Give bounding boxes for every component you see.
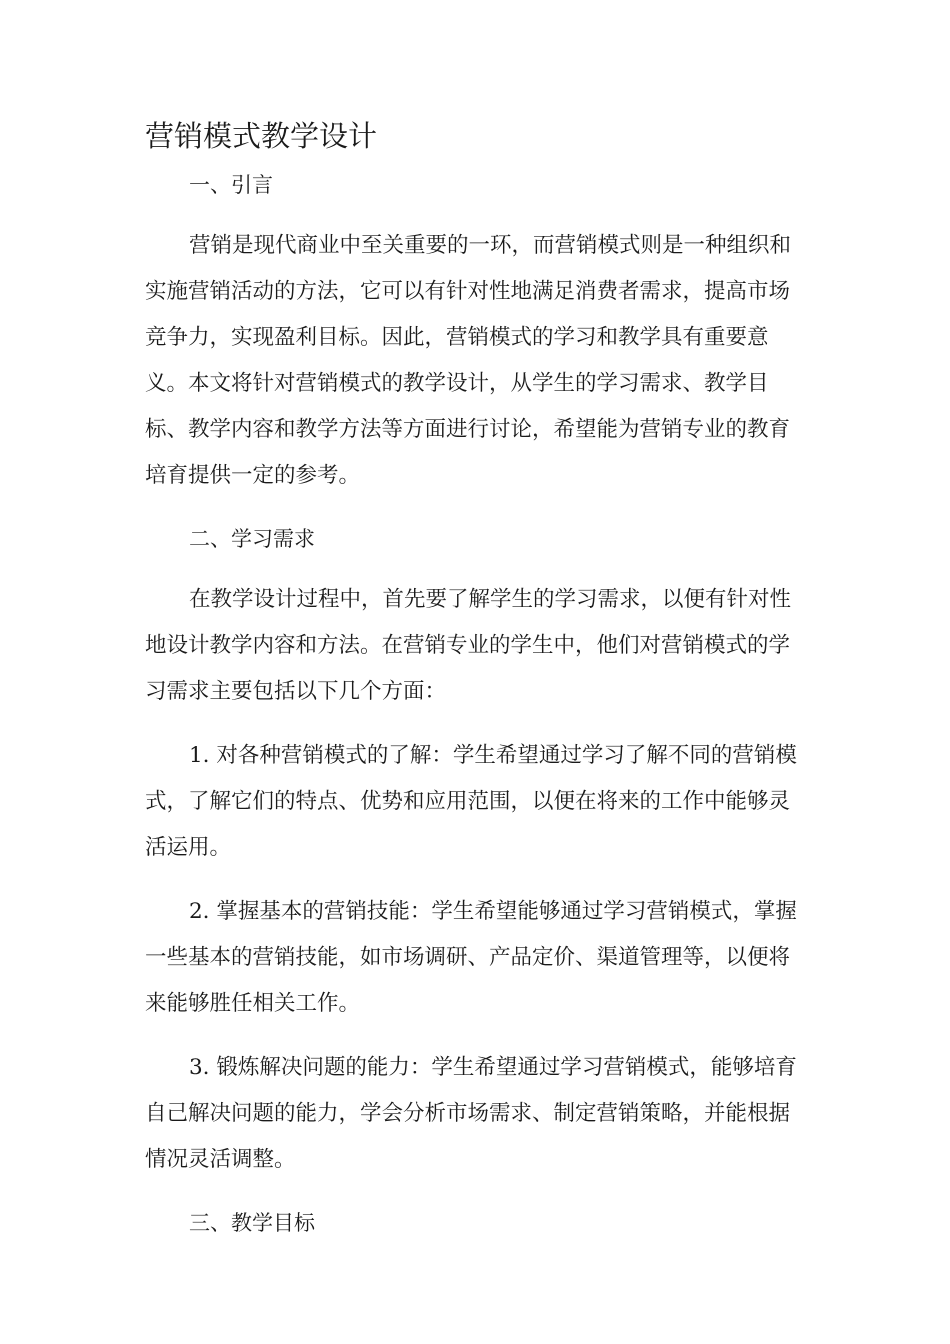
section-heading-teaching-goals: 三、教学目标 bbox=[189, 1211, 315, 1235]
section-heading-learning-needs: 二、学习需求 bbox=[189, 527, 315, 551]
document-body bbox=[145, 163, 805, 1245]
learning-needs-intro-paragraph: 在教学设计过程中，首先要了解学生的学习需求，以便有针对性地设计教学内容和方法。在营销专业的学生中，他们对营销模式的学习需求主要包括以下几个方面： bbox=[145, 587, 792, 704]
learning-needs-item: 2. 掌握基本的营销技能：学生希望能够通过学习营销模式，掌握一些基本的营销技能，如市场调研、产品定价、渠道管理等，以便将来能够胜任相关工作。 bbox=[145, 899, 797, 1016]
introduction-paragraph: 营销是现代商业中至关重要的一环，而营销模式则是一种组织和实施营销活动的方法，它可以有针对性地满足消费者需求，提高市场竞争力，实现盈利目标。因此，营销模式的学习和教学具有重要意义。本文将针对营销模式的教学设计，从学生的学习需求、教学目标、教学内容和教学方法等方面进行讨论，希望能为营销专业的教育培育提供一定的参考。 bbox=[145, 233, 792, 488]
document-title: 营销模式教学设计 bbox=[145, 119, 378, 153]
learning-needs-item: 3. 锻炼解决问题的能力：学生希望通过学习营销模式，能够培育自己解决问题的能力，学会分析市场需求、制定营销策略，并能根据情况灵活调整。 bbox=[145, 1055, 797, 1172]
learning-needs-item: 1. 对各种营销模式的了解：学生希望通过学习了解不同的营销模式，了解它们的特点、优势和应用范围，以便在将来的工作中能够灵活运用。 bbox=[145, 743, 797, 860]
section-heading-introduction: 一、引言 bbox=[189, 173, 273, 197]
